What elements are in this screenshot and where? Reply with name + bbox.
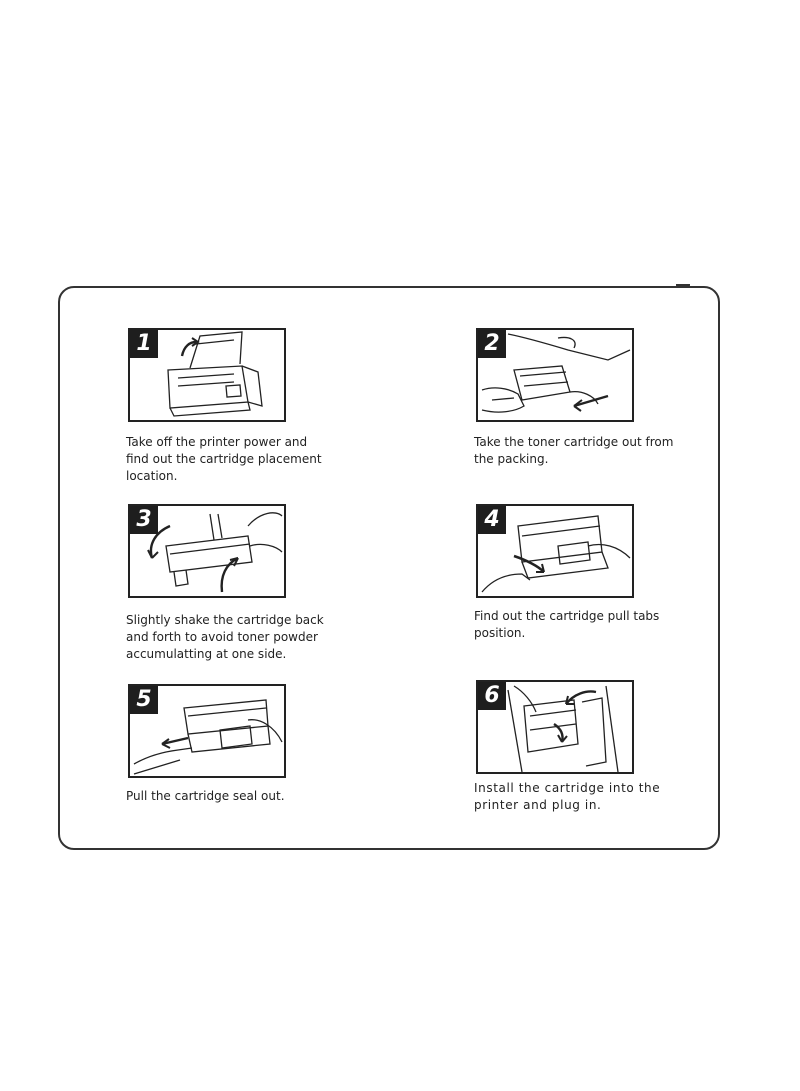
- step-5-badge: 5: [130, 686, 158, 714]
- step-6-caption: Install the cartridge into the printer and plug in.: [474, 781, 661, 812]
- step-4-caption: Find out the cartridge pull tabs position.: [474, 609, 660, 640]
- step-5-caption: Pull the cartridge seal out.: [126, 789, 285, 803]
- step-3-badge: 3: [130, 506, 158, 534]
- step-1-badge: 1: [130, 330, 158, 358]
- step-6-illustration: [476, 680, 634, 774]
- step-1-illustration: [128, 328, 286, 422]
- step-1-caption: Take off the printer power and find out the cartridge placement location.: [126, 435, 322, 483]
- step-2-caption: Take the toner cartridge out from the packing.: [474, 435, 674, 466]
- step-2-badge: 2: [478, 330, 506, 358]
- step-3-caption: Slightly shake the cartridge back and forth to avoid toner powder accumulatting at one side.: [126, 613, 324, 661]
- step-4-badge: 4: [478, 506, 506, 534]
- step-3-illustration: [128, 504, 286, 598]
- step-2-illustration: [476, 328, 634, 422]
- step-6-badge: 6: [478, 682, 506, 710]
- step-5-illustration: [128, 684, 286, 778]
- step-4-illustration: [476, 504, 634, 598]
